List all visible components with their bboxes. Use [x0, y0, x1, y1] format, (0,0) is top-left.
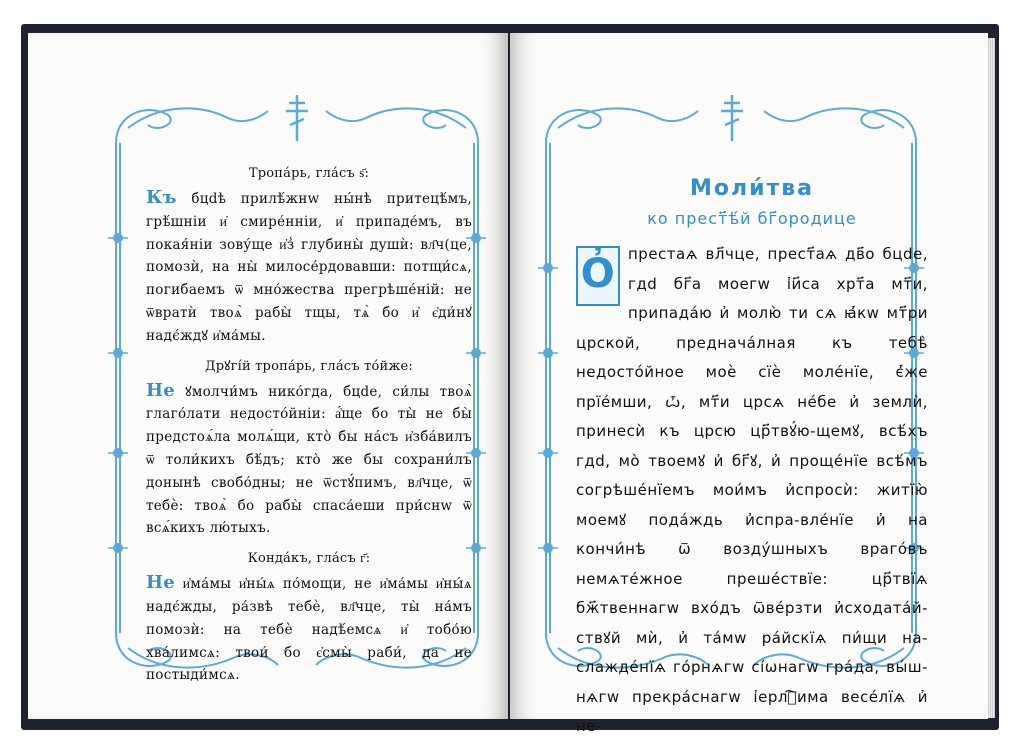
second-troparion-text: ꙋмолчи́мъ нико́гда, бцdе, си́лы твоѧ̀ глаго́лати недосто́йніи: а҆́ще бо ты̀ не бы̀ предстоѧ́ла молѧ́щи, кто̀ бы на́съ и҆зба́вилъ ѿ толи́кихъ бѣ́дъ; кто̀ же бы сохрани́лъ донынѣ свобо́дны; не ѿстꙋ́пимъ, вл҃чце, ѿ тебѐ: твоѧ̀ бо рабы̀ спаса́еши при́снw ѿ всѧ́кихъ лю́тыхъ. — [146, 383, 472, 537]
troparion-paragraph — [146, 187, 472, 348]
second-troparion-heading: Дрꙋгі́й тропа́рь, гла́съ то́йже: — [205, 358, 413, 374]
prayer-body — [576, 240, 928, 742]
prayer-title: Моли́тва — [689, 176, 815, 201]
cross-icon — [286, 95, 308, 141]
prayer-subtitle: ко прест҃ѣ́й бг҃ородице — [647, 209, 857, 228]
troparion-initial: Къ — [146, 187, 177, 208]
drop-cap: О҆ — [576, 246, 620, 306]
prayer-text: престаѧ вл҃чце, прест҃аѧ дв҃о бцdе, гдd бг҃а моегw і҆и҃са хрт҃а мт҃и, припада́ю и҆ молю̀ ти сѧ ꙗ҆́кw мт҃ри црcкой, преднача́лная къ тебѣ̀ недосто́йное моѐ сїѐ моле́нїе, є҆́же прїе́мши, ѽ, мт҃и црcѧ не́бе и҆ землѝ, принесѝ къ црcю цр҃твꙋ́ю-щемꙋ, всѣ́хъ гдd, мо̀ твоемꙋ и҆ бг҃ꙋ, и҆ проще́нїе всѣ́мъ согрѣше́нїемъ мои́мъ и҆спросѝ: житїю̀ моемꙋ пода́ждь и҆спра-вле́нїе и҆ на кончи́нѣ ѿ возду́шныхъ враго́въ немѧте́жное преше́ствїе: цр҃твїѧ бж҃твеннагw вхо́дъ ѿве́рзти и҆сходата́й-ствꙋй мѝ, и҆ та́мw ра́йскїѧ пи́щи на-слажде́нїѧ го́рнѧгw сі́ѡнагw гра́да, вы́ш-нѧгw прекра́снагw і҆ерлⷭ҇има весе́лїѧ и҆ не- — [576, 245, 928, 735]
troparion-heading: Тропа́рь, гла́съ ѕ҃: — [248, 166, 370, 181]
kontakion-text: и҆ма́мы и҆ны́ѧ по́мощи, не и҆ма́мы и҆ны́ѧ надє́жды, ра́звѣ тебѐ, вл҃чце, ты̀ на́мъ помозѝ: на тебѐ надѣ́емсѧ и҆ тобо́ю хва́лимсѧ: твои́ бо є҆смы̀ раби́, да не постыди́мсѧ. — [146, 576, 472, 684]
troparion-text: бцdѣ прилѣ́жнw ны́нѣ притецѣ́мъ, грѣ́шніи и҆ смире́нніи, и҆ припаде́мъ, въ покая́ніи зову́ще и҆з̾ глубины̀ душѝ: вл҃ч(це, помозѝ, на ны̀ милосе́рдовавши: потщи́сѧ, погибаемъ ѿ мно́жества прегрѣше́ній: не ѿвратѝ твоѧ̀ рабы̀ тщы, тѧ̀ бо и҆ є҆ди́нꙋ надє́ждꙋ и҆ма́мы. — [146, 191, 472, 344]
second-troparion-initial: Не — [146, 379, 176, 401]
second-troparion-paragraph — [146, 380, 472, 541]
kontakion-heading: Конда́къ, гла́съ г҃: — [247, 551, 371, 567]
left-page — [28, 33, 508, 719]
kontakion-initial: Не — [146, 572, 176, 594]
left-text-block — [146, 165, 472, 697]
kontakion-paragraph — [146, 572, 472, 687]
right-page — [510, 33, 988, 735]
right-text-block — [576, 173, 928, 742]
cross-icon — [721, 95, 743, 141]
